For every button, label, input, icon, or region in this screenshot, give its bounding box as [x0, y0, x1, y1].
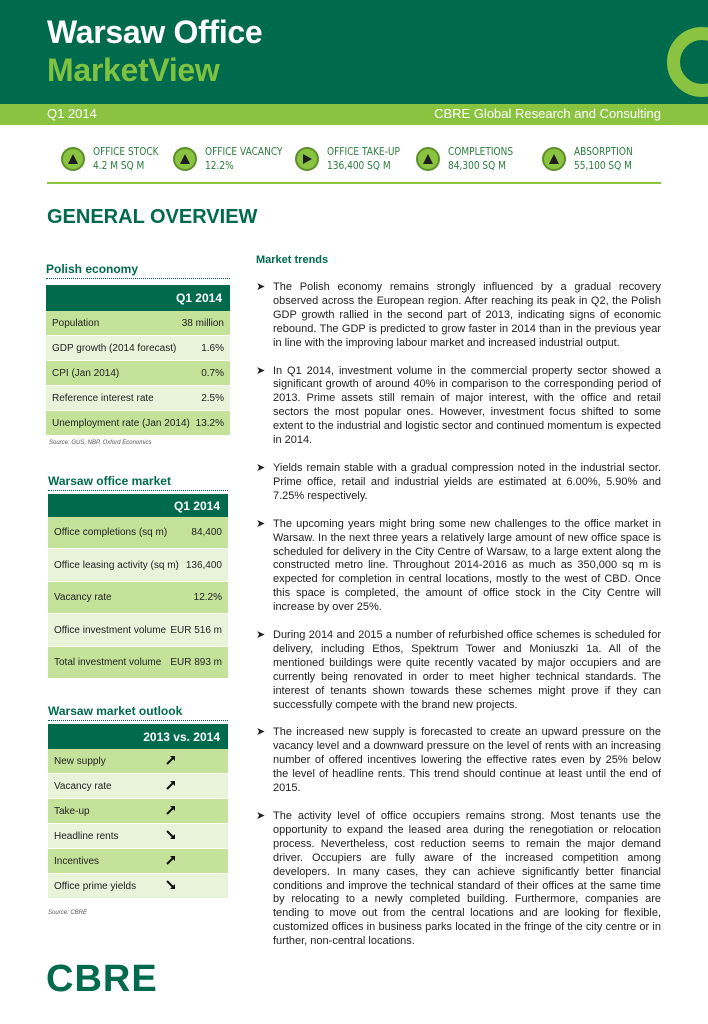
trend-up-icon: [166, 780, 222, 793]
trend-up-icon: [166, 805, 222, 818]
row-value: 1.6%: [201, 342, 224, 354]
cbre-ring-graphic: [667, 27, 708, 97]
up-triangle-icon: [416, 147, 440, 171]
row-label: Office leasing activity (sq m): [54, 559, 179, 571]
table-row: [48, 582, 228, 614]
row-value: 2.5%: [201, 392, 224, 404]
bullet-text: Yields remain stable with a gradual compression noted in the industrial sector. Prime office, retail and industrial yields are estimated at 6.00%, 5.90% and 7.25% respectively.: [273, 461, 661, 502]
bullet-text: During 2014 and 2015 a number of refurbished office schemes is scheduled for delivery, including Ethos, Spektrum Tower and Moniuszki 1a. All of the mentioned buildings were quite recently vacated by major occupiers and are currently being renovated in order to meet higher technical standards. The interest of tenants shown towards these schemes might prove if they can successfully compete with the brand new projects.: [273, 629, 661, 711]
table-row: [48, 614, 228, 647]
row-label: Take-up: [54, 805, 90, 817]
list-item: [256, 726, 661, 796]
kpi-label: ABSORPTION: [574, 145, 633, 158]
table-row: [48, 647, 228, 679]
row-label: Unemployment rate (Jan 2014): [52, 417, 190, 429]
row-value: 13.2%: [195, 417, 224, 429]
kpi-value: 136,400 SQ M: [327, 159, 391, 172]
row-label: Total investment volume: [54, 657, 162, 668]
table-row: [48, 517, 228, 549]
list-item: [256, 462, 661, 504]
right-triangle-icon: [295, 147, 319, 171]
up-triangle-icon: [542, 147, 566, 171]
up-triangle-icon: [173, 147, 197, 171]
row-label: Population: [52, 317, 100, 329]
row-value: 84,400: [191, 527, 222, 538]
section-title: GENERAL OVERVIEW: [47, 206, 258, 228]
report-title: Warsaw Office: [47, 14, 263, 50]
trend-down-icon: [166, 880, 222, 893]
row-label: Headline rents: [54, 830, 119, 842]
source-note: Source: GUS, NBP, Oxford Economics: [49, 440, 152, 446]
arrow-bullet-icon: ➤: [256, 461, 266, 474]
source-note: Source: CBRE: [48, 910, 88, 916]
table-header: 2013 vs. 2014: [48, 724, 228, 749]
kpi-value: 4.2 M SQ M: [93, 159, 145, 172]
row-label: Vacancy rate: [54, 780, 112, 792]
bullet-text: The activity level of office occupiers remains strong. Most tenants use the opportunity to expand the leased area during the renegotiation or relocation process. Nevertheless, cost reduction seems to remain the major demand driver. Occupiers are fully aware of the increased competition among developers. In many cases, they can achieve significantly better financial conditions and improve the technical standard of their offices at the same time by relocating to a newly completed building. Furthermore, companies are tending to move out from the central locations and are looking for flexible, customized offices in business parks located in the fringe of the city centre or in further, non-central locations.: [273, 810, 661, 948]
kpi-label: OFFICE STOCK: [93, 145, 159, 158]
table-row: [46, 411, 230, 436]
kpi-value: 12.2%: [205, 159, 234, 172]
polish-economy-table: [46, 285, 230, 436]
office-market-table: [48, 494, 228, 679]
row-label: Reference interest rate: [52, 392, 154, 404]
publisher-label: CBRE Global Research and Consulting: [434, 106, 661, 121]
trend-down-icon: [166, 830, 222, 843]
table-row: [48, 799, 228, 824]
table-row: [48, 824, 228, 849]
table-row: [48, 874, 228, 899]
row-value: 38 million: [181, 317, 224, 329]
table-header: Q1 2014: [46, 285, 230, 311]
table-row: [48, 774, 228, 799]
table-row: [46, 336, 230, 361]
trend-up-icon: [166, 855, 222, 868]
header-banner: [0, 0, 708, 104]
arrow-bullet-icon: ➤: [256, 629, 266, 642]
bullet-text: The upcoming years might bring some new challenges to the office market in Warsaw. In the next three years a relatively large amount of new office space is scheduled for delivery in the City Centre of Warsaw, to a large extent along the constructed metro line. Throughout 2014-2016 as much as 350,000 sq m is expected for completion in central locations, mostly to the west of CBD. Once this space is completed, the amount of office stock in the City Centre will increase by over 25%.: [273, 517, 661, 614]
row-value: EUR 516 m: [170, 624, 222, 636]
list-item: [256, 629, 661, 712]
kpi-strip: [47, 138, 661, 184]
table-row: [48, 749, 228, 774]
header-band: [0, 104, 708, 125]
row-label: New supply: [54, 755, 106, 767]
row-value: 12.2%: [193, 592, 222, 603]
kpi-label: OFFICE TAKE-UP: [327, 145, 400, 158]
row-value: 136,400: [185, 559, 222, 571]
market-trends-column: [256, 254, 661, 963]
period-label: Q1 2014: [47, 106, 97, 121]
bullet-text: The increased new supply is forecasted to create an upward pressure on the vacancy level and a downward pressure on the level of rents with an increasing number of offered incentives lowering the effective rates even by 25% below the level of headline rents. This trend should continue at least until the end of 2015.: [273, 726, 661, 795]
list-item: [256, 518, 661, 615]
arrow-bullet-icon: ➤: [256, 726, 266, 739]
table-row: [46, 386, 230, 411]
list-item: [256, 810, 661, 949]
kpi-label: COMPLETIONS: [448, 145, 514, 158]
arrow-bullet-icon: ➤: [256, 281, 266, 293]
bullet-text: In Q1 2014, investment volume in the commercial property sector showed a significant growth of around 40% in comparison to the corresponding period of 2013. Prime assets still remain of major interest, with the office and retail sectors the most popular ones. However, investment focus shifted to some extent to the industrial and logistic sector and continued momentum is expected in 2014.: [273, 364, 661, 447]
row-label: Office investment volume: [54, 624, 167, 636]
row-label: Incentives: [54, 855, 100, 867]
report-subtitle: MarketView: [47, 52, 220, 88]
outlook-title: Warsaw market outlook: [48, 704, 228, 721]
kpi-value: 55,100 SQ M: [574, 159, 632, 172]
table-row: [48, 549, 228, 582]
table-row: [48, 849, 228, 874]
list-item: [256, 281, 661, 351]
bullet-text: The Polish economy remains strongly influenced by a gradual recovery observed across the European region. After reaching its peak in Q2, the Polish GDP growth rallied in the second part of 2013, indicating signs of economic rebound. The GDP is predicted to grow faster in 2014 than in the previous year in line with the improving labour market and increased industrial output.: [273, 281, 661, 349]
row-label: Office completions (sq m): [54, 527, 168, 538]
market-trends-title: Market trends: [256, 254, 329, 266]
office-market-title: Warsaw office market: [48, 474, 228, 491]
arrow-bullet-icon: ➤: [256, 810, 266, 822]
row-label: Vacancy rate: [54, 592, 112, 603]
row-label: GDP growth (2014 forecast): [52, 342, 177, 354]
outlook-table: [48, 724, 228, 899]
kpi-value: 84,300 SQ M: [448, 159, 506, 172]
arrow-bullet-icon: ➤: [256, 364, 266, 377]
cbre-logo: CBRE: [46, 958, 158, 1000]
row-value: 0.7%: [201, 367, 224, 379]
arrow-bullet-icon: ➤: [256, 517, 266, 530]
row-value: EUR 893 m: [170, 657, 222, 668]
list-item: [256, 365, 661, 448]
table-row: [46, 311, 230, 336]
trend-up-icon: [166, 755, 222, 768]
row-label: Office prime yields: [54, 880, 137, 892]
kpi-label: OFFICE VACANCY: [205, 145, 283, 158]
row-label: CPI (Jan 2014): [52, 367, 120, 379]
up-triangle-icon: [61, 147, 85, 171]
table-header: Q1 2014: [48, 494, 228, 517]
polish-economy-title: Polish economy: [46, 262, 230, 279]
table-row: [46, 361, 230, 386]
